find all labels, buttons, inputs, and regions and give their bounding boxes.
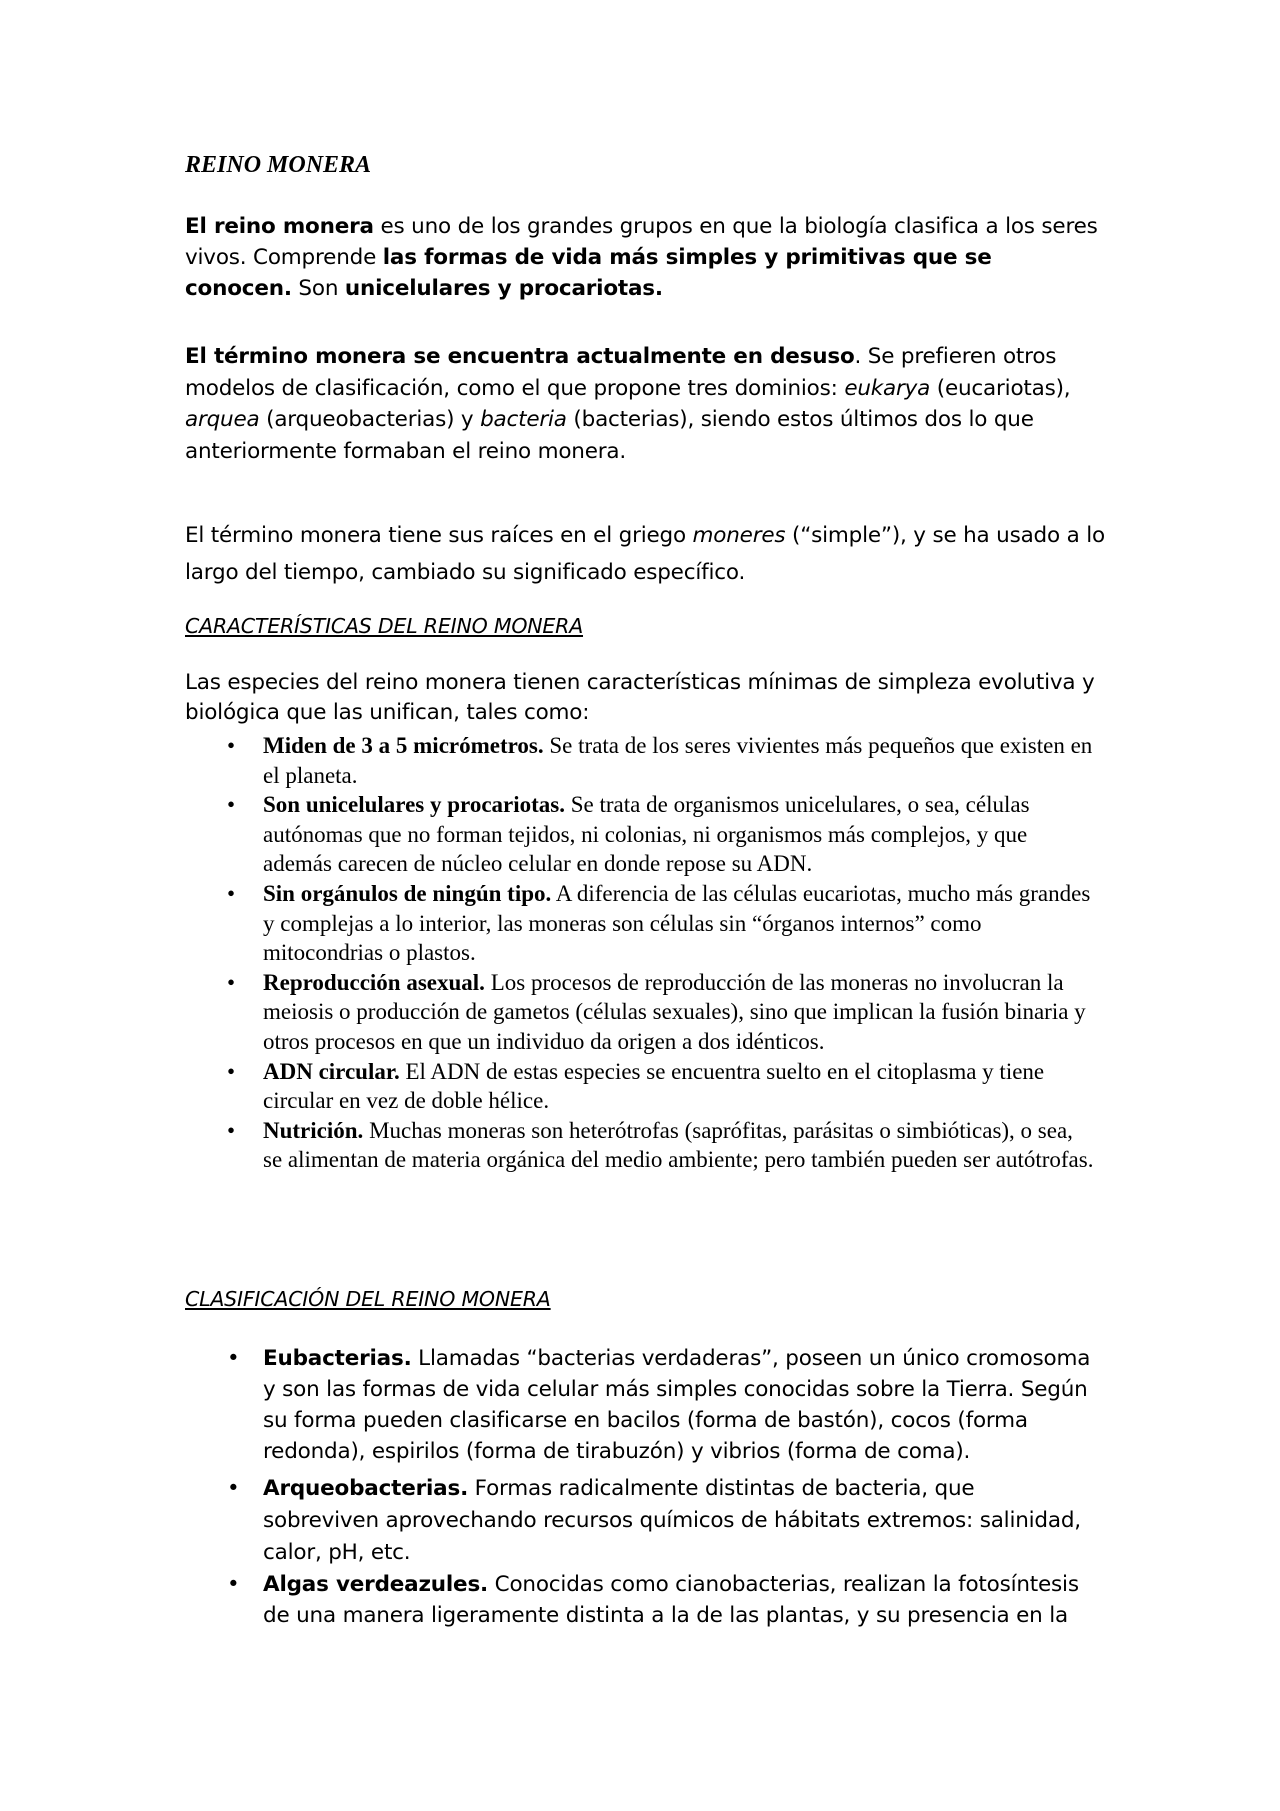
clasificacion-list	[185, 1343, 1095, 1631]
item-bold: Arqueobacterias.	[263, 1476, 469, 1501]
intro-paragraph	[185, 211, 1105, 304]
bullet-icon: •	[227, 880, 236, 906]
bullet-icon: •	[227, 1572, 240, 1597]
list-item	[185, 968, 1095, 1057]
caracteristicas-heading: CARACTERÍSTICAS DEL REINO MONERA	[185, 614, 584, 638]
item-bold: ADN circular.	[263, 1058, 400, 1084]
document-title: REINO MONERA	[185, 152, 372, 178]
item-text: Se trata de organismos unicelulares, o sea, células autónomas que no forman tejidos, ni colonias, ni organismos más complejos, y que además carecen de núcleo celular en donde repose su ADN.	[263, 792, 1030, 877]
item-text: Se trata de los seres vivientes más pequeños que existen en el planeta.	[263, 733, 1093, 788]
item-text: Muchas moneras son heterótrofas (saprófitas, parásitas o simbióticas), o sea, se alimentan de materia orgánica del medio ambiente; pero también pueden ser autótrofas.	[263, 1117, 1094, 1173]
bullet-icon: •	[227, 792, 236, 818]
item-text: Formas radicalmente distintas de bacteria, que sobreviven aprovechando recursos químicos de hábitats extremos: salinidad, calor, pH, etc.	[263, 1476, 1081, 1565]
item-bold: Algas verdeazules.	[263, 1572, 489, 1597]
item-bold: Reproducción asexual.	[263, 969, 485, 995]
desuso-italic-1: eukarya	[844, 375, 931, 401]
bullet-icon: •	[227, 969, 236, 995]
desuso-text-1: . Se prefieren otros modelos de clasificación, como el que propone tres dominios:	[185, 344, 1057, 401]
clasificacion-heading: CLASIFICACIÓN DEL REINO MONERA	[185, 1287, 551, 1311]
bullet-icon: •	[227, 1117, 236, 1143]
intro-text-2: Son	[291, 276, 345, 301]
list-item	[185, 1057, 1095, 1116]
caracteristicas-list	[185, 731, 1095, 1175]
list-item	[185, 731, 1095, 790]
intro-bold-2: las formas de vida más simples y primitivas que se conocen.	[185, 245, 992, 301]
item-text: Conocidas como cianobacterias, realizan la fotosíntesis de una manera ligeramente distinta a la de las plantas, y su presencia en la	[263, 1572, 1079, 1628]
list-item	[185, 879, 1095, 968]
list-item	[185, 1569, 1095, 1631]
bullet-icon: •	[227, 1058, 236, 1084]
etimologia-text-1: El término monera tiene sus raíces en el griego	[185, 523, 693, 548]
list-item	[185, 1473, 1095, 1569]
item-bold: Miden de 3 a 5 micrómetros.	[263, 733, 544, 758]
desuso-italic-2: arquea	[185, 407, 260, 432]
item-bold: Eubacterias.	[263, 1346, 412, 1371]
etimologia-text-2: (“simple”), y se ha usado a lo largo del tiempo, cambiado su significado específico.	[185, 523, 1105, 585]
item-bold: Nutrición.	[263, 1117, 364, 1143]
bullet-icon: •	[227, 733, 236, 758]
desuso-paragraph	[185, 341, 1105, 467]
desuso-bold: El término monera se encuentra actualmente en desuso	[185, 344, 855, 369]
caracteristicas-intro: Las especies del reino monera tienen características mínimas de simpleza evolutiva y biológica que las unifican, tales como:	[185, 670, 1095, 725]
item-text: A diferencia de las células eucariotas, mucho más grandes y complejas a lo interior, las moneras son células sin “órganos internos” como mitocondrias o plastos.	[263, 880, 1091, 966]
list-item	[185, 1116, 1095, 1175]
etimologia-paragraph	[185, 517, 1105, 591]
desuso-text-4: (bacterias), siendo estos últimos dos lo que anteriormente formaban el reino monera.	[185, 407, 1034, 464]
intro-bold-3: unicelulares y procariotas.	[344, 276, 663, 301]
bullet-icon: •	[227, 1346, 240, 1371]
item-text: El ADN de estas especies se encuentra suelto en el citoplasma y tiene circular en vez de doble hélice.	[263, 1058, 1045, 1114]
bullet-icon: •	[227, 1476, 240, 1501]
list-item	[185, 790, 1095, 879]
desuso-italic-3: bacteria	[480, 407, 567, 432]
etimologia-italic: moneres	[692, 523, 786, 548]
item-bold: Son unicelulares y procariotas.	[263, 792, 565, 818]
desuso-text-2: (eucariotas),	[930, 375, 1071, 401]
intro-text-1: es uno de los grandes grupos en que la biología clasifica a los seres vivos. Comprende	[185, 214, 1098, 270]
list-item	[185, 1343, 1095, 1467]
item-text: Llamadas “bacterias verdaderas”, poseen un único cromosoma y son las formas de vida celular más simples conocidas sobre la Tierra. Según su forma pueden clasificarse en bacilos (forma de bastón), cocos (forma redonda), espirilos (forma de tirabuzón) y vibrios (forma de coma).	[263, 1346, 1091, 1464]
item-text: Los procesos de reproducción de las moneras no involucran la meiosis o producción de gametos (células sexuales), sino que implican la fusión binaria y otros procesos en que un individuo da origen a dos idénticos.	[263, 969, 1086, 1054]
desuso-text-3: (arqueobacterias) y	[259, 407, 481, 432]
intro-bold-1: El reino monera	[185, 214, 374, 239]
item-bold: Sin orgánulos de ningún tipo.	[263, 880, 552, 906]
